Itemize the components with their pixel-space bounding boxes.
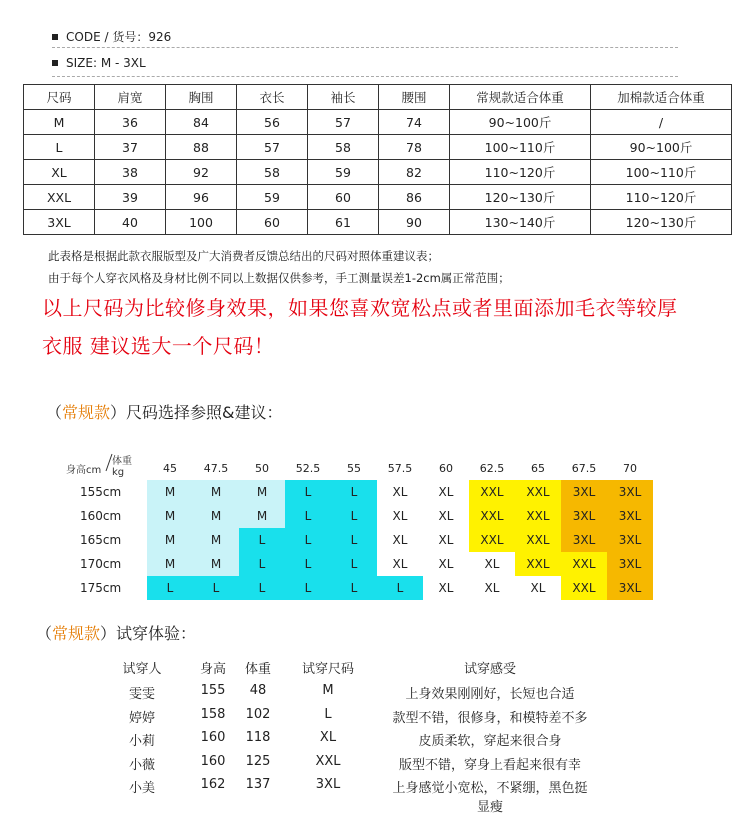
size-table-cell: 60: [308, 185, 379, 210]
size-grid-cell: L: [239, 528, 285, 552]
paren-open: （: [46, 403, 63, 422]
size-table-cell: L: [24, 135, 95, 160]
size-grid-cell: 3XL: [607, 576, 653, 600]
trial-cell: L: [324, 706, 332, 722]
size-table-cell: /: [591, 110, 732, 135]
weight-label: 52.5: [295, 462, 321, 475]
trial-cell: XXL: [315, 753, 341, 769]
trial-header-cell: 试穿人: [122, 662, 162, 677]
size-table-header-cell: 衣长: [237, 85, 308, 110]
warning-line-2: 衣服 建议选大一个尺码！: [42, 334, 275, 358]
size-grid-cell: XL: [377, 504, 423, 528]
paren-open: （: [36, 624, 53, 643]
size-table-cell: 59: [237, 185, 308, 210]
note-line-1: 此表格是根据此款衣服版型及广大消费者反馈总结出的尺码对照体重建议表；: [48, 249, 439, 263]
size-table-cell: 120~130斤: [591, 210, 732, 235]
size-table-header-cell: 肩宽: [95, 85, 166, 110]
section-highlight: 常规款: [62, 403, 111, 422]
size-grid-cell: L: [147, 576, 193, 600]
size-grid-cell: 3XL: [607, 528, 653, 552]
size-grid-cell: L: [331, 552, 377, 576]
size-grid-cell: M: [147, 504, 193, 528]
size-grid-cell: XL: [377, 552, 423, 576]
size-table-cell: 90: [379, 210, 450, 235]
trial-cell: 125: [245, 753, 271, 769]
size-grid-cell: M: [193, 552, 239, 576]
size-grid-cell: L: [331, 576, 377, 600]
size-grid-cell: 3XL: [561, 480, 607, 504]
chart-corner-label: [64, 452, 144, 478]
size-grid-cell: M: [193, 528, 239, 552]
trial-cell: 款型不错，很修身，和模特差不多: [392, 710, 588, 726]
size-table-header-cell: 尺码: [24, 85, 95, 110]
size-grid-cell: XL: [469, 576, 515, 600]
size-table-cell: 96: [166, 185, 237, 210]
size-range-text: SIZE: M - 3XL: [66, 56, 146, 70]
height-axis-label: 身高cm: [66, 465, 102, 476]
size-grid-cell: XXL: [515, 528, 561, 552]
size-table-cell: 37: [95, 135, 166, 160]
size-grid-cell: 3XL: [561, 528, 607, 552]
trial-cell: 48: [249, 683, 267, 698]
section-title-size-guide: [46, 400, 283, 423]
weight-label: 57.5: [387, 462, 413, 475]
size-table-cell: 88: [166, 135, 237, 160]
size-table-cell: 100~110斤: [591, 160, 732, 185]
trial-cell: M: [322, 683, 334, 698]
size-table: [23, 84, 732, 235]
size-table-cell: 78: [379, 135, 450, 160]
height-label: 170cm: [80, 557, 122, 571]
weight-label: 60: [439, 462, 453, 475]
trial-cell: 上身效果刚刚好，长短也合适: [405, 687, 575, 702]
size-grid-cell: M: [193, 480, 239, 504]
size-table-row: [24, 135, 732, 160]
trial-cell: 155: [200, 683, 226, 698]
size-grid-cell: M: [147, 552, 193, 576]
size-table-cell: 120~130斤: [450, 185, 591, 210]
size-table-row: [24, 160, 732, 185]
size-grid-cell: L: [331, 480, 377, 504]
trial-cell: 102: [245, 706, 271, 722]
size-table-cell: 84: [166, 110, 237, 135]
size-grid-cell: L: [193, 576, 239, 600]
size-table-cell: 57: [237, 135, 308, 160]
size-table-cell: 82: [379, 160, 450, 185]
trial-cell: 雯雯: [128, 687, 155, 702]
size-grid-cell: L: [331, 504, 377, 528]
size-grid-cell: M: [239, 480, 285, 504]
size-table-cell: 90~100斤: [450, 110, 591, 135]
size-table-header-row: [24, 85, 732, 110]
size-grid-cell: XL: [469, 552, 515, 576]
size-grid-cell: XL: [423, 480, 469, 504]
product-code-text: CODE / 货号：926: [66, 30, 172, 44]
size-table-cell: 40: [95, 210, 166, 235]
size-table-cell: 59: [308, 160, 379, 185]
size-grid-cell: L: [285, 528, 331, 552]
section-title-rest: ）尺码选择参照&建议：: [110, 403, 283, 422]
size-grid-cell: M: [193, 504, 239, 528]
trial-cell: 118: [245, 730, 271, 745]
weight-label: 45: [163, 462, 177, 475]
size-grid-cell: L: [331, 528, 377, 552]
size-grid-cell: 3XL: [607, 504, 653, 528]
size-table-cell: 39: [95, 185, 166, 210]
weight-label: 67.5: [571, 462, 597, 475]
height-label: 155cm: [80, 485, 122, 499]
size-table-cell: 36: [95, 110, 166, 135]
size-table-row: [24, 210, 732, 235]
size-table-row: [24, 110, 732, 135]
trial-cell: 皮质柔软，穿起来很合身: [418, 734, 562, 749]
size-grid-cell: XXL: [469, 504, 515, 528]
note-line-2: 由于每个人穿衣风格及身材比例不同以上数据仅供参考，手工测量误差1-2cm属正常范围；: [48, 271, 510, 285]
trial-cell: 婷婷: [128, 710, 155, 726]
size-table-cell: 110~120斤: [450, 160, 591, 185]
size-grid-cell: XXL: [515, 552, 561, 576]
size-grid-cell: 3XL: [607, 552, 653, 576]
size-table-header-cell: 袖长: [308, 85, 379, 110]
size-table-header-cell: 腰围: [379, 85, 450, 110]
size-grid-cell: XL: [377, 528, 423, 552]
size-grid-cell: L: [285, 552, 331, 576]
warning-line-1: 以上尺码为比较修身效果，如果您喜欢宽松点或者里面添加毛衣等较厚: [42, 296, 678, 320]
size-table-cell: 56: [237, 110, 308, 135]
size-table-row: [24, 185, 732, 210]
size-table-cell: 38: [95, 160, 166, 185]
size-table-cell: 92: [166, 160, 237, 185]
size-table-cell: 110~120斤: [591, 185, 732, 210]
height-label: 165cm: [80, 533, 122, 547]
weight-label: 50: [255, 462, 269, 475]
size-table-cell: 100: [166, 210, 237, 235]
size-grid-cell: L: [285, 480, 331, 504]
trial-header-cell: 试穿感受: [463, 662, 516, 677]
weight-label: 62.5: [479, 462, 505, 475]
size-table-cell: 3XL: [24, 210, 95, 235]
weight-label: 65: [531, 462, 545, 475]
size-table-cell: 58: [308, 135, 379, 160]
size-grid-cell: L: [377, 576, 423, 600]
trial-cell: 小薇: [128, 757, 155, 773]
weight-axis-label: 体重kg: [112, 456, 132, 478]
size-table-cell: 74: [379, 110, 450, 135]
section-highlight: 常规款: [52, 624, 101, 643]
size-grid-cell: XXL: [515, 480, 561, 504]
divider: [52, 47, 678, 48]
size-table-cell: 86: [379, 185, 450, 210]
size-grid-cell: 3XL: [607, 480, 653, 504]
size-grid-cell: XL: [423, 504, 469, 528]
size-grid-cell: L: [285, 504, 331, 528]
divider: [52, 76, 678, 77]
weight-label: 47.5: [203, 462, 229, 475]
size-table-cell: 60: [237, 210, 308, 235]
size-table-cell: 58: [237, 160, 308, 185]
size-range: [52, 56, 146, 70]
trial-cell: 158: [200, 706, 226, 722]
trial-cell: 162: [200, 777, 226, 792]
size-grid-cell: XXL: [515, 504, 561, 528]
size-table-cell: XL: [24, 160, 95, 185]
trial-header-cell: 试穿尺码: [301, 662, 354, 677]
trial-cell: XL: [319, 730, 337, 745]
size-grid-cell: L: [239, 552, 285, 576]
size-grid-cell: M: [147, 480, 193, 504]
size-table-cell: M: [24, 110, 95, 135]
size-table-header-cell: 加棉款适合体重: [591, 85, 732, 110]
trial-cell: 160: [200, 730, 226, 745]
trial-cell: 3XL: [315, 777, 341, 792]
size-table-cell: XXL: [24, 185, 95, 210]
trial-cell: 137: [245, 777, 271, 792]
trial-header-cell: 体重: [244, 662, 271, 677]
size-table-cell: 130~140斤: [450, 210, 591, 235]
size-grid-cell: M: [239, 504, 285, 528]
trial-cell: 160: [200, 753, 226, 769]
size-table-cell: 57: [308, 110, 379, 135]
size-grid-cell: XL: [377, 480, 423, 504]
bullet-square-icon: [52, 60, 58, 66]
size-grid-cell: L: [285, 576, 331, 600]
size-grid-cell: XL: [423, 552, 469, 576]
size-grid-cell: XL: [515, 576, 561, 600]
size-table-header-cell: 常规款适合体重: [450, 85, 591, 110]
size-grid-cell: XXL: [561, 552, 607, 576]
trial-header-cell: 身高: [199, 662, 226, 677]
size-table-header-cell: 胸围: [166, 85, 237, 110]
trial-cell: 小莉: [128, 734, 155, 749]
section-title-rest: ）试穿体验：: [100, 624, 197, 643]
size-grid-cell: XL: [423, 576, 469, 600]
size-grid-cell: XXL: [469, 528, 515, 552]
bullet-square-icon: [52, 34, 58, 40]
trial-cell: 版型不错，穿身上看起来很有幸: [398, 757, 581, 773]
height-label: 160cm: [80, 509, 122, 523]
product-code: [52, 28, 171, 45]
trial-cell: 小美: [128, 781, 155, 796]
size-grid-cell: XXL: [469, 480, 515, 504]
height-label: 175cm: [80, 581, 122, 595]
size-grid-cell: M: [147, 528, 193, 552]
size-table-cell: 100~110斤: [450, 135, 591, 160]
weight-label: 70: [623, 462, 637, 475]
size-table-cell: 90~100斤: [591, 135, 732, 160]
size-grid-cell: XXL: [561, 576, 607, 600]
size-table-cell: 61: [308, 210, 379, 235]
section-title-trial: [36, 621, 196, 644]
trial-cell: 上身感觉小宽松，不紧绷，黑色挺显瘦: [392, 781, 588, 815]
size-grid-cell: 3XL: [561, 504, 607, 528]
size-grid-cell: XL: [423, 528, 469, 552]
weight-label: 55: [347, 462, 361, 475]
size-grid-cell: L: [239, 576, 285, 600]
